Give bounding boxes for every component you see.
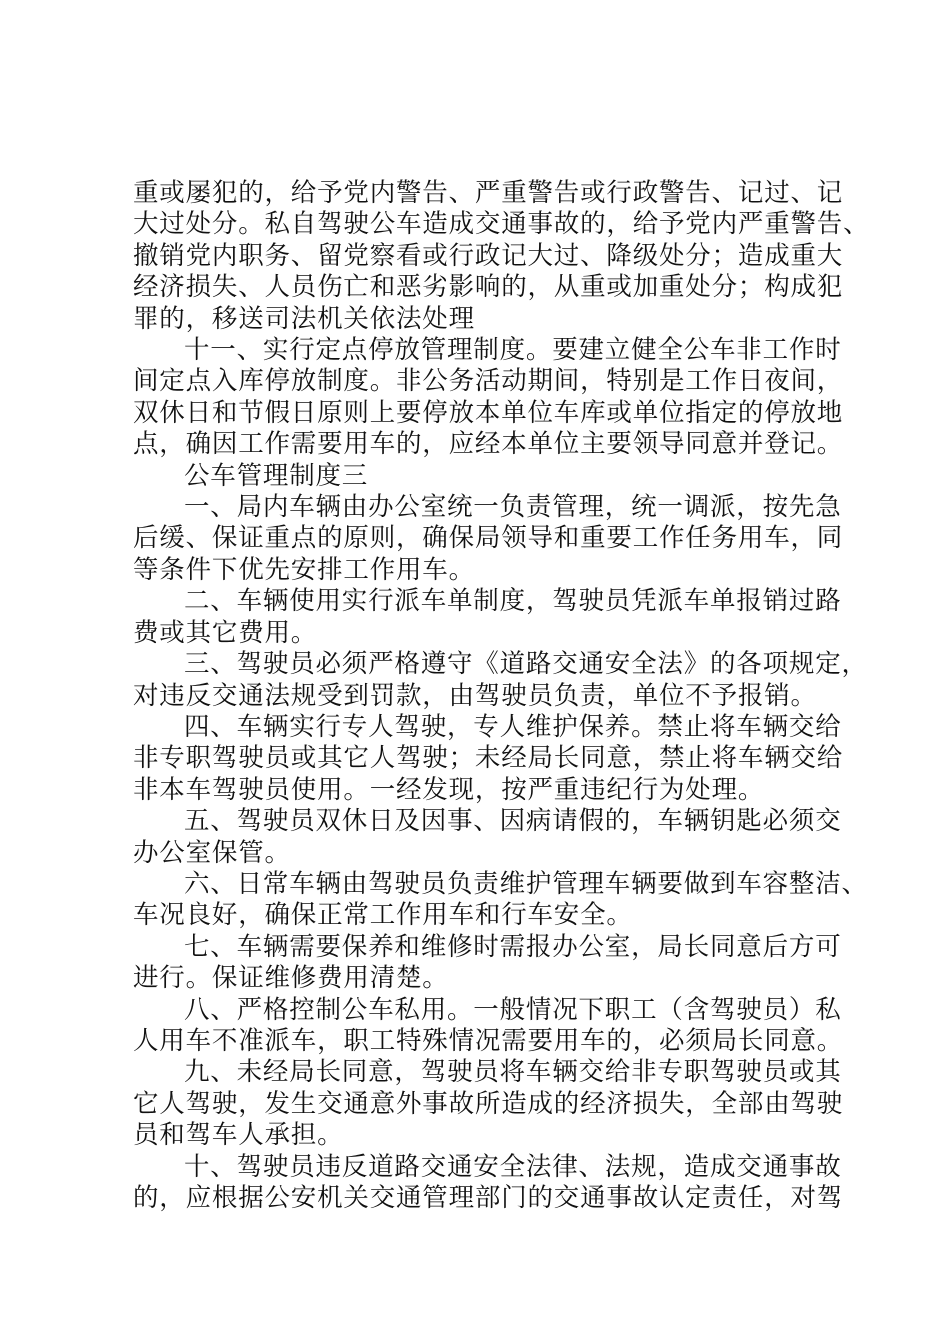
text-line: 三、驾驶员必须严格遵守《道路交通安全法》的各项规定， [184,649,868,680]
text-line: 办公室保管。 [133,837,291,868]
text-line: 大过处分。私自驾驶公车造成交通事故的，给予党内严重警告、 [133,209,870,240]
text-line: 一、局内车辆由办公室统一负责管理，统一调派，按先急 [184,492,842,523]
text-line: 经济损失、人员伤亡和恶劣影响的，从重或加重处分；构成犯 [133,272,844,303]
text-line: 九、未经局长同意，驾驶员将车辆交给非专职驾驶员或其 [184,1057,842,1088]
text-line: 费或其它费用。 [133,617,318,648]
paragraph [133,178,870,335]
paragraph [133,1057,844,1151]
text-line: 公车管理制度三 [184,460,369,491]
text-line: 点，确因工作需要用车的，应经本单位主要领导同意并登记。 [133,429,844,460]
paragraph [133,868,868,932]
text-line: 人用车不准派车，职工特殊情况需要用车的，必须局长同意。 [133,1025,844,1056]
paragraph [133,1151,844,1215]
paragraph [133,711,844,806]
text-line: 进行。保证维修费用清楚。 [133,963,449,994]
text-line: 撤销党内职务、留党察看或行政记大过、降级处分；造成重大 [133,240,844,271]
text-line: 非本车驾驶员使用。一经发现，按严重违纪行为处理。 [133,774,765,805]
paragraph [133,335,844,461]
paragraph [133,492,844,586]
text-line: 重或屡犯的，给予党内警告、严重警告或行政警告、记过、记 [133,178,844,208]
text-line: 十、驾驶员违反道路交通安全法律、法规，造成交通事故 [184,1151,842,1182]
text-line: 后缓、保证重点的原则，确保局领导和重要工作任务用车，同 [133,523,844,554]
text-line: 二、车辆使用实行派车单制度，驾驶员凭派车单报销过路 [184,586,842,617]
paragraph [133,586,842,649]
text-line: 非专职驾驶员或其它人驾驶；未经局长同意，禁止将车辆交给 [133,743,844,774]
text-line: 十一、实行定点停放管理制度。要建立健全公车非工作时 [184,335,842,366]
paragraph [133,649,868,712]
paragraph [133,994,844,1058]
text-line: 罪的，移送司法机关依法处理 [133,303,475,334]
text-line: 它人驾驶，发生交通意外事故所造成的经济损失，全部由驾驶 [133,1088,844,1119]
text-line: 四、车辆实行专人驾驶，专人维护保养。禁止将车辆交给 [184,711,842,742]
text-line: 等条件下优先安排工作用车。 [133,554,475,585]
text-line: 五、驾驶员双休日及因事、因病请假的，车辆钥匙必须交 [184,806,842,837]
paragraph [133,461,833,492]
text-line: 员和驾车人承担。 [133,1120,344,1151]
text-line: 六、日常车辆由驾驶员负责维护管理车辆要做到车容整洁、 [184,868,868,899]
document-body [133,178,870,1214]
text-line: 的，应根据公安机关交通管理部门的交通事故认定责任，对驾 [133,1183,844,1213]
text-line: 对违反交通法规受到罚款，由驾驶员负责，单位不予报销。 [133,680,817,711]
text-line: 双休日和节假日原则上要停放本单位车库或单位指定的停放地 [133,397,844,428]
paragraph [133,806,842,869]
text-line: 间定点入库停放制度。非公务活动期间，特别是工作日夜间， [133,366,844,397]
text-line: 车况良好，确保正常工作用车和行车安全。 [133,900,633,931]
text-line: 八、严格控制公车私用。一般情况下职工（含驾驶员）私 [184,994,842,1025]
text-line: 七、车辆需要保养和维修时需报办公室，局长同意后方可 [184,931,842,962]
paragraph [133,931,842,995]
